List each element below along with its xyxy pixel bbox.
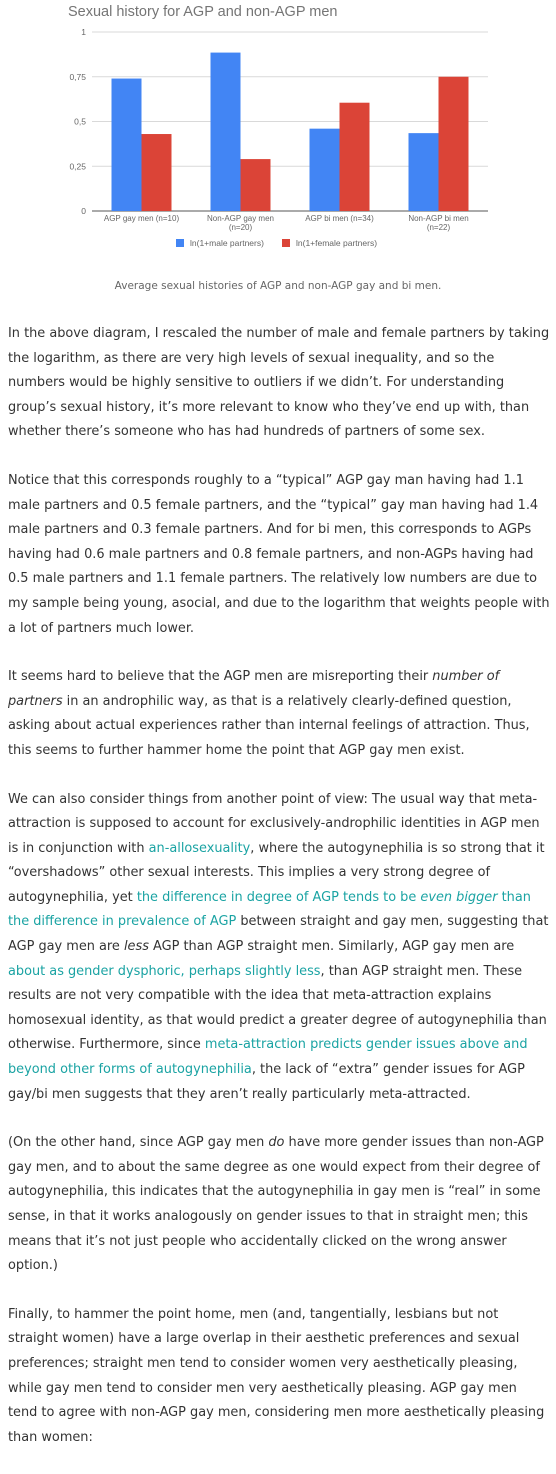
- bar-chart: [0, 0, 556, 270]
- paragraph-5: [8, 1131, 550, 1279]
- paragraph-6: Finally, to hammer the point home, men (and, tangentially, lesbians but not straight women) have a large overlap in their aesthetic preferences and sexual preferences; straight men tend to consider women very aesthetically pleasing, while gay men tend to consider men very aesthetically pleasing. AGP gay men tend to agree with non-AGP gay men, considering men more aesthetically pleasing than women:: [8, 1306, 545, 1445]
- bar: [112, 79, 142, 211]
- x-tick-label: (n=20): [228, 223, 253, 232]
- paragraph-4: [8, 788, 550, 1108]
- bar: [409, 133, 439, 211]
- emphasis-text: do: [268, 1135, 285, 1151]
- x-tick-label: Non-AGP gay men: [207, 214, 274, 223]
- bar: [142, 134, 172, 211]
- link-an-allosexuality[interactable]: an-allosexuality: [148, 840, 251, 856]
- emphasis-text: less: [123, 939, 149, 955]
- y-tick-label: 1: [81, 27, 86, 37]
- article-body: [8, 322, 550, 1474]
- x-tick-label: AGP gay men (n=10): [103, 214, 180, 223]
- text: in an androphilic way, as that is a relatively clearly-defined question, asking about actual experiences rather than internal feelings of attraction. Thus, this seems to further hammer home the point that AGP gay men exist.: [8, 693, 530, 758]
- x-tick-label: (n=22): [426, 223, 451, 232]
- text: , than AGP straight men. These results are not very compatible with the idea that meta-attraction explains homosexual identity, as that would predict a greater degree of autogynephilia than otherwise. Furthermore, since: [8, 963, 547, 1053]
- link-gender-dysphoric[interactable]: about as gender dysphoric, perhaps slightly less: [8, 963, 321, 979]
- y-axis-ticks: [69, 27, 86, 216]
- text: , the lack of “extra” gender issues for AGP gay/bi men suggests that they aren’t really particularly meta-attracted.: [8, 1062, 525, 1102]
- link-meta-attraction-predicts[interactable]: meta-attraction predicts gender issues above and beyond other forms of autogynephilia: [8, 1037, 528, 1078]
- y-tick-label: 0: [81, 206, 86, 216]
- x-tick-label: AGP bi men (n=34): [305, 214, 374, 223]
- paragraph-1: In the above diagram, I rescaled the number of male and female partners by taking the logarithm, as there are very high levels of sexual inequality, and so the numbers would be highly sensitive to outliers if we didn’t. For understanding group’s sexual history, it’s more relevant to know who they’ve end up with, than whether there’s someone who has had hundreds of partners of some sex.: [8, 326, 550, 440]
- link-text: the difference in degree of AGP tends to be: [136, 889, 421, 905]
- text: We can also consider things from another point of view: The usual way that meta-attraction is supposed to account for exclusively-androphilic identities in AGP men is in conjunction with: [8, 791, 540, 856]
- legend-label: ln(1+male partners): [190, 238, 264, 248]
- text: AGP than AGP straight men. Similarly, AGP gay men are: [148, 939, 515, 955]
- chart-title: Sexual history for AGP and non-AGP men: [68, 4, 338, 20]
- legend-swatch: [282, 239, 290, 247]
- text: (On the other hand, since AGP gay men: [8, 1135, 269, 1151]
- text: have more gender issues than non-AGP gay men, and to about the same degree as one would expect from their degree of autogynephilia, this indicates that the autogynephilia in gay men is “real” in some sense, in that it works analogously on gender issues to that in straight men; this means that it’s not just people who accidentally clicked on the wrong answer option.): [8, 1135, 544, 1274]
- bar: [340, 103, 370, 211]
- figure-caption: Average sexual histories of AGP and non-AGP gay and bi men.: [114, 280, 442, 292]
- bar: [439, 77, 469, 211]
- y-tick-label: 0,75: [69, 71, 86, 82]
- emphasis-text: number of partners: [8, 669, 500, 709]
- paragraph-3: [8, 665, 550, 763]
- x-tick-label: Non-AGP bi men: [408, 214, 469, 223]
- paragraph-2: Notice that this corresponds roughly to a “typical” AGP gay man having had 1.1 male partners and 0.5 female partners, and the “typical” gay man having had 1.4 male partners and 0.3 female partners. And for bi men, this corresponds to AGPs having had 0.6 male partners and 0.8 female partners, and non-AGPs having had 0.5 male partners and 1.1 female partners. The relatively low numbers are due to my sample being young, asocial, and due to the logarithm that weights people with a lot of partners much lower.: [8, 472, 550, 636]
- bar: [241, 159, 271, 211]
- legend-swatch: [176, 239, 184, 247]
- bar: [310, 129, 340, 211]
- y-tick-label: 0,5: [74, 116, 86, 127]
- chart-legend: [176, 238, 377, 248]
- link-text: than the difference in prevalence of AGP: [8, 889, 531, 930]
- bar: [211, 53, 241, 211]
- legend-label: ln(1+female partners): [296, 238, 378, 248]
- y-tick-label: 0,25: [69, 161, 86, 172]
- text: between straight and gay men, suggesting that AGP gay men are: [8, 914, 549, 955]
- x-axis-labels: [104, 214, 469, 232]
- link-emphasis: even bigger: [420, 889, 498, 905]
- text: , where the autogynephilia is so strong that it “overshadows” other sexual interests. This implies a very strong degree of autogynephilia, yet: [8, 840, 545, 905]
- text: It seems hard to believe that the AGP men are misreporting their: [8, 669, 433, 685]
